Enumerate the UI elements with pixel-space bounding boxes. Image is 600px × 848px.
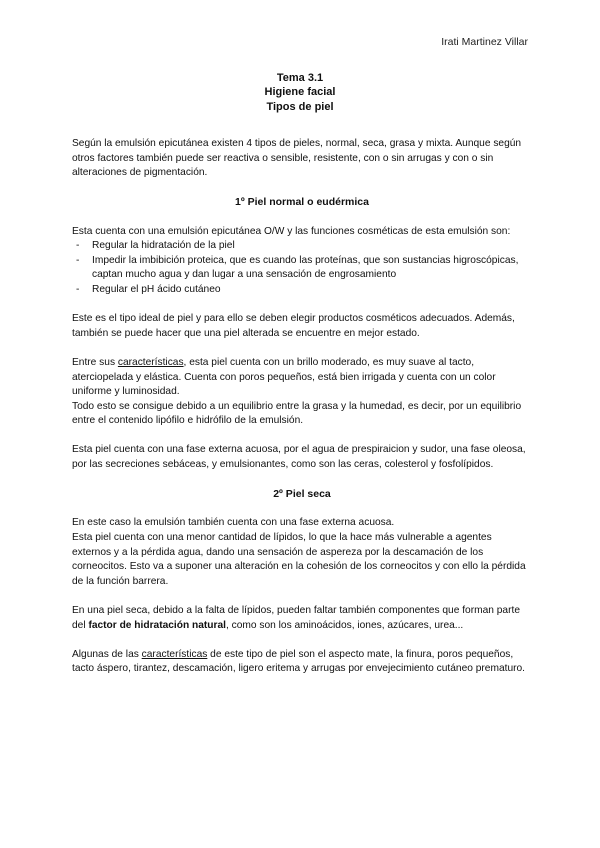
section2-paragraph-1: En este caso la emulsión también cuenta con una fase externa acuosa.: [72, 517, 395, 529]
section1-paragraph-5: Esta piel cuenta con una fase externa acuosa, por el agua de prespiraicion y sudor, una fase oleosa, por las secreciones sebáceas, y emulsionantes, como son las ceras, colesterol y fosfolípidos.: [72, 444, 526, 471]
section2-paragraph-2: Esta piel cuenta con una menor cantidad de lípidos, lo que la hace más vulnerable a agentes externos y a la pérdida agua, dando una sensación de aspereza por la descamación de los corneocitos. Esto va a suponer una alteración en la cohesión de los corneocitos y con ello la pérdida de la función barrera.: [72, 532, 526, 587]
text-run: Algunas de las: [72, 648, 142, 660]
text-run: Entre sus: [72, 356, 118, 368]
section1-paragraph-2: Este es el tipo ideal de piel y para ello se deben elegir productos cosméticos adecuados. Además, también se puede hacer que una piel alterada se encuentre en mejor estado.: [72, 313, 515, 339]
list-item: - Regular la hidratación de la piel: [72, 239, 532, 254]
underlined-term: características: [141, 648, 208, 660]
list-item: - Impedir la imbibición proteica, que es cuando las proteínas, que son sustancias higroscópicas, captan mucho agua y dan lugar a una sensación de engrosamiento: [72, 254, 532, 283]
author-name: Irati Martinez Villar: [441, 36, 528, 48]
doc-title-heading: Tipos de piel: [266, 101, 334, 113]
document-body: [72, 137, 532, 692]
text-run: En una piel seca, debido a la falta de lípidos, pueden faltar también componentes que forman parte del: [72, 605, 520, 631]
text-run: , como son los aminoácidos, iones, azúcares, urea...: [226, 619, 464, 631]
section-heading-normal-skin: 1º Piel normal o eudérmica: [235, 196, 369, 209]
text-run: de este tipo de piel son el aspecto mate, la finura, poros pequeños, tacto áspero, tirantez, descamación, ligero eritema y arrugas por envejecimiento cutáneo prematuro.: [72, 648, 526, 675]
intro-paragraph: Según la emulsión epicutánea existen 4 tipos de pieles, normal, seca, grasa y mixta. Aunque según otros factores también puede ser reactiva o sensible, resistente, con o sin arrugas y con o sin alteraciones de pigmentación.: [72, 138, 522, 179]
text-run: , esta piel cuenta con un brillo moderado, es muy suave al tacto, aterciopelada y elástica. Cuenta con poros pequeños, está bien irrigada y cuenta con un color uniforme y luminosidad.: [72, 356, 496, 398]
list-item: - Regular el pH ácido cutáneo: [72, 283, 532, 298]
section1-paragraph-1: Esta cuenta con una emulsión epicutánea O/W y las funciones cosméticas de esta emulsión son:: [72, 225, 511, 237]
section2-paragraph-3: [72, 604, 532, 633]
section1-paragraph-4: Todo esto se consigue debido a un equilibrio entre la grasa y la humedad, es decir, por un equilibrio entre el contenido lipófilo e hidrófilo de la emulsión.: [72, 400, 522, 427]
doc-title-subject: Higiene facial: [264, 86, 336, 98]
section2-paragraph-4: [72, 648, 532, 677]
section1-paragraph-3: [72, 356, 532, 400]
functions-list: [72, 239, 532, 297]
section-heading-dry-skin: 2º Piel seca: [273, 488, 331, 501]
bold-term: factor de hidratación natural: [88, 619, 226, 631]
underlined-term: características: [117, 356, 184, 368]
doc-title-topic: Tema 3.1: [276, 72, 324, 84]
